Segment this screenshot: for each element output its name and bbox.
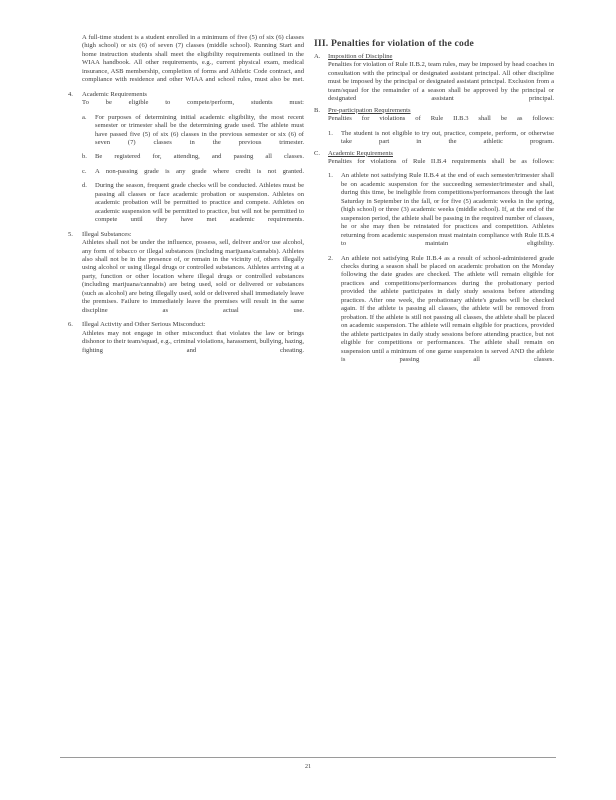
illegal-activity-item xyxy=(68,321,304,355)
item-number: 5. xyxy=(68,230,73,238)
item-title: Academic Requirements xyxy=(82,90,147,98)
section-title: Imposition of Discipline xyxy=(328,53,393,60)
right-column xyxy=(314,34,554,364)
item-number: 4. xyxy=(68,90,73,98)
sub-item-letter: a. xyxy=(82,113,87,121)
section-text: Penalties for violations of Rule II.B.4 requirements shall be as follows: xyxy=(328,157,554,165)
academic-requirements-section xyxy=(314,150,554,365)
sub-item-letter: b. xyxy=(82,153,87,161)
page-number: 21 xyxy=(305,764,311,770)
section-text: Penalties for violation of Rule II.B.2, team rules, may be imposed by head coaches in consultation with the principal or designated assistant principal. All other discipline must be imposed by the principal or designated assistant principal. Exclusion from a team/squad for the remainder of a season shall be approved by the principal or designated assistant principal. xyxy=(328,61,554,103)
sub-item-text: An athlete not satisfying Rule II.B.4 at the end of each semester/trimester shall be on academic suspension for the succeeding semester/trimester and shall, during this time, be ineligible from competitions/performances through the last Saturday in September in the fall, or for five (5) academic weeks in the spring, (high school) or three (3) academic weeks (middle school). If, at the end of the suspension period, the athlete shall be passing in the required number of classes, he or she may then be reinstated for practices and competition. Athletes returning from academic suspension must maintain compliance with Rule II.B.4 to maintain eligibility. xyxy=(341,172,554,248)
sub-item xyxy=(328,172,554,248)
sub-item-text: A non-passing grade is any grade where credit is not granted. xyxy=(95,167,304,175)
sub-item xyxy=(82,168,304,176)
sub-item xyxy=(82,114,304,148)
illegal-substances-item xyxy=(68,231,304,316)
section-letter: C. xyxy=(314,149,321,157)
section-letter: A. xyxy=(314,53,321,60)
sub-item-text: During the season, frequent grade checks will be conducted. Athletes must be passing all classes or face academic probation or suspension. Athletes on academic probation will be permitted to practice and compete. Athletes on academic suspension will be permitted to practice, but will not be permitted to compete until they have met academic requirements. xyxy=(95,182,304,224)
section-text: Penalties for violations of Rule II.B.3 shall be as follows: xyxy=(328,115,554,123)
left-column xyxy=(68,34,304,355)
sub-item xyxy=(82,153,304,161)
sub-item-letter: d. xyxy=(82,182,87,190)
section-letter: B. xyxy=(314,106,321,114)
item-text: Athletes shall not be under the influence, possess, sell, deliver and/or use alcohol, any form of tobacco or illegal substances (including marijuana/cannabis). Athletes also shall not be in the presence of, or remain in the vicinity of, others illegally using alcohol or using illegal drugs or controlled substances. Athletes arriving at a party, function or other location where illegal drugs or controlled substances (including marijuana/cannabis) are being used, sold or delivered or substances (such as alcohol) are being illegally used, sold or delivered shall immediately leave the premises. Failure to immediately leave the premises will result in the same discipline as actual use. xyxy=(82,239,304,314)
sub-item-text: The student is not eligible to try out, practice, compete, perform, or otherwise take part in the athletic program. xyxy=(341,129,554,146)
pre-participation-section xyxy=(314,107,554,147)
item-number: 6. xyxy=(68,321,73,329)
sub-item xyxy=(328,255,554,365)
item-text: Athletes may not engage in other misconduct that violates the law or brings dishonor to their team/squad, e.g., criminal violations, harassment, bullying, hazing, fighting and cheating. xyxy=(82,329,304,354)
section-heading: III. Penalties for violation of the code xyxy=(314,38,474,49)
item-title: Illegal Substances: xyxy=(82,230,132,238)
page-footer xyxy=(60,757,556,770)
sub-item-text: Be registered for, attending, and passing all classes. xyxy=(95,153,304,161)
sub-item-number: 2. xyxy=(328,254,333,262)
sub-item-number: 1. xyxy=(328,129,333,137)
sub-item-text: An athlete not satisfying Rule II.B.4 as a result of school-administered grade checks during a season shall be placed on academic probation on the Monday following the date grades are checked. The athlete will remain eligible for practices and competitions/performances during the probationary period provided the athlete participates in daily study sessions before attending practices. After one week, the probationary athlete's grades will be checked again. If the athlete is passing all classes, the athlete will be removed from probation. If the athlete is still not passing all classes, the athlete shall be placed on academic suspension. The athlete will remain eligible for practices, provided the athlete participates in daily study sessions before attending practice, but not eligible for competitions or performances. The athlete shall remain on suspension until a minimum of one game suspension is served AND the athlete is passing all classes. xyxy=(341,254,554,363)
imposition-of-discipline-section xyxy=(314,53,554,104)
item-lead: To be eligible to compete/perform, students must: xyxy=(82,99,304,107)
sub-item-text: For purposes of determining initial academic eligibility, the most recent semester or trimester shall be the determining grade used. The athlete must have passed five (5) of six (6) classes in the previous semester or six (6) of seven (7) classes in the previous trimester. xyxy=(95,113,304,146)
academic-requirements-item xyxy=(68,91,304,225)
sub-item xyxy=(328,130,554,147)
eligibility-intro-paragraph: A full-time student is a student enrolled in a minimum of five (5) of six (6) classes (high school) or six (6) of seven (7) classes (middle school). Running Start and home instruction students shall meet the eligibility requirements outlined in the WIAA handbook. All other requirements, e.g., current physical exam, medical insurance, ASB membership, completion of forms and Athletic Code contract, and compliance with residence and other WIAA and school rules, must also be met. xyxy=(82,34,304,84)
section-title: Academic Requirements xyxy=(328,149,393,157)
section-title: Pre-participation Requirements xyxy=(328,106,411,114)
sub-item xyxy=(82,182,304,224)
item-title: Illegal Activity and Other Serious Misconduct: xyxy=(82,321,206,329)
sub-item-number: 1. xyxy=(328,172,333,180)
sub-item-letter: c. xyxy=(82,167,87,175)
